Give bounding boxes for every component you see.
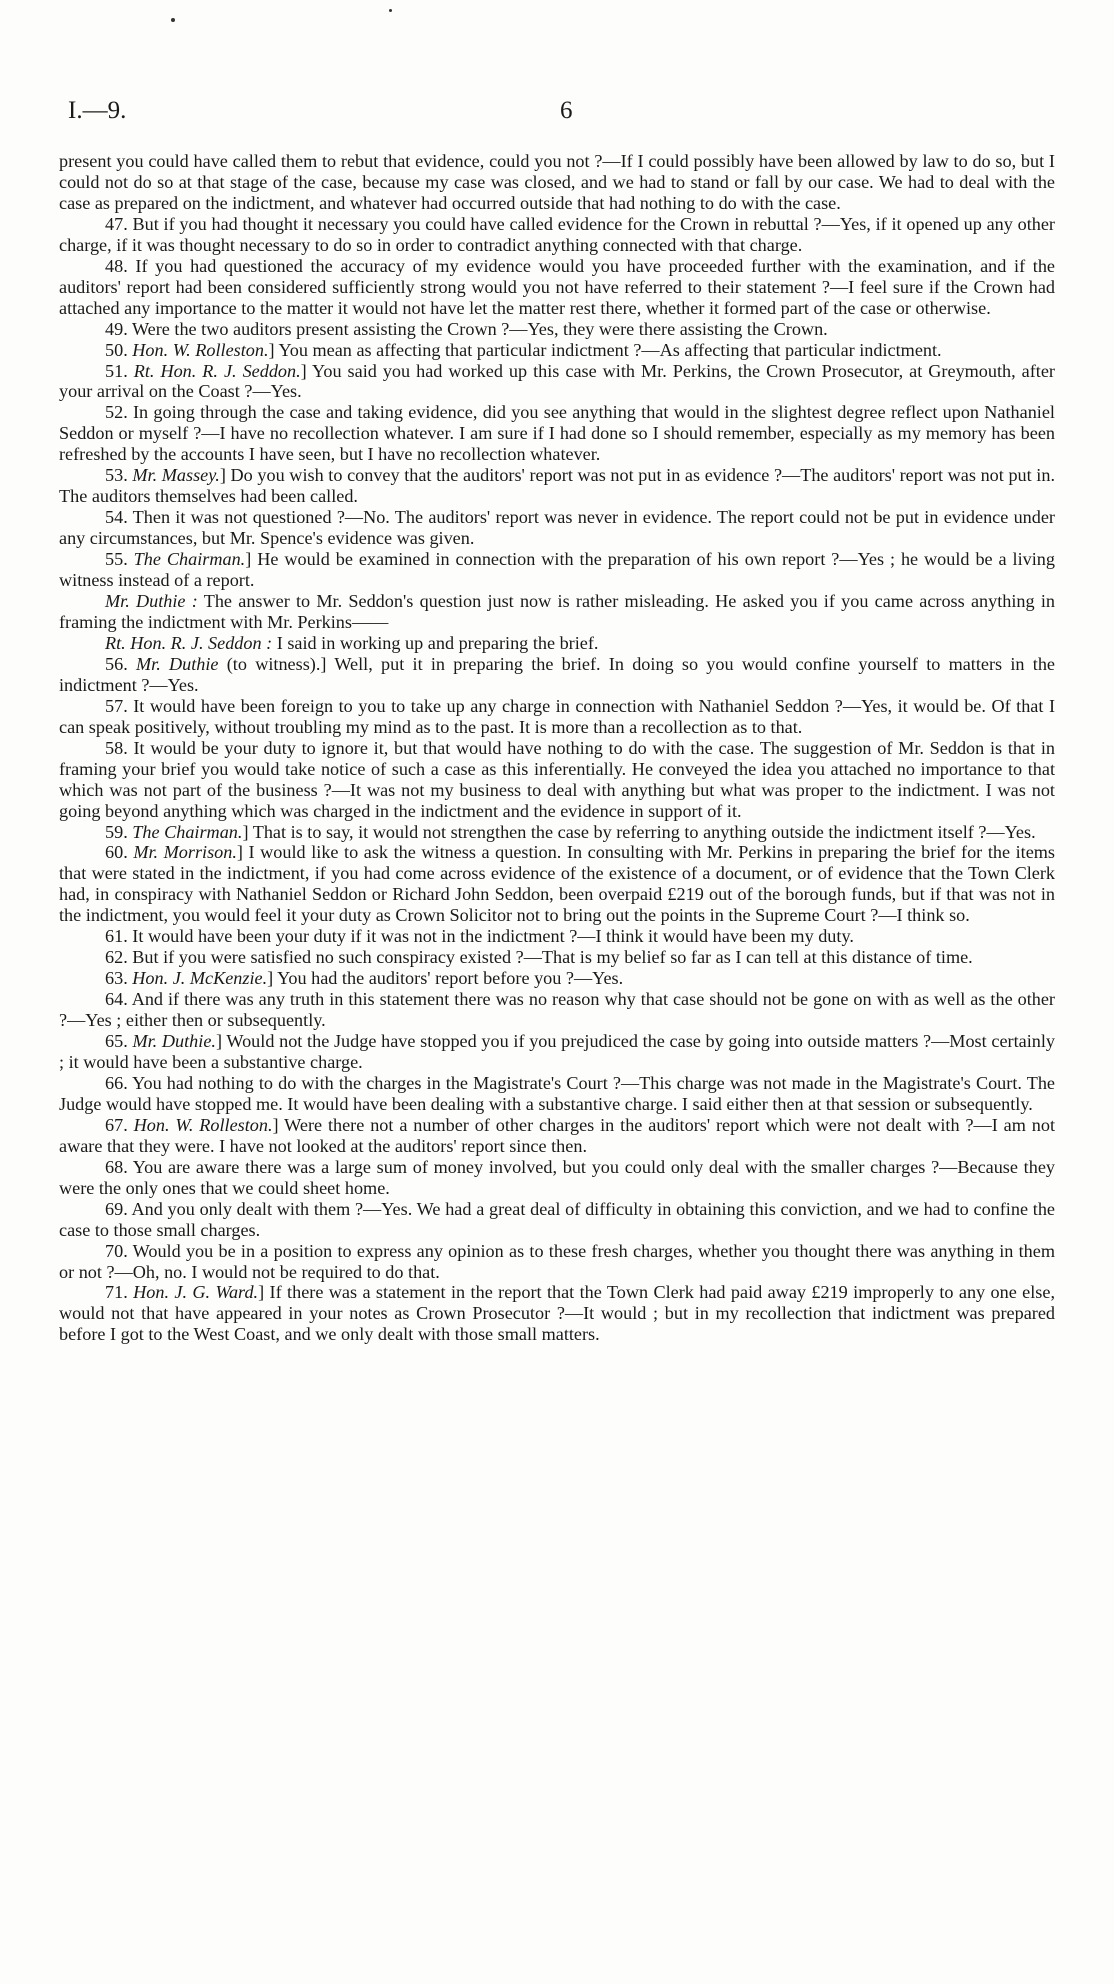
question-number: 53. bbox=[105, 465, 128, 486]
paragraph-52: 52. In going through the case and taking evidence, did you see anything that would in the slightest degree reflect upon Nathaniel Seddon or myself ?—I have no recollection whatever. I am sure if I had done so I should remember, especially as my memory has been refreshed by the accounts I have seen, but I have no recollection whatever. bbox=[59, 402, 1055, 465]
question-text: ] Were there not a number of other charges in the auditors' report which were not dealt with ?—I am not aware that they were. I have not looked at the auditors' report since then. bbox=[59, 1114, 1055, 1156]
paragraph-57: 57. It would have been foreign to you to take up any charge in connection with Nathaniel Seddon ?—Yes, it would be. Of that I can speak positively, without troubling my mind as to the past. It is more than a recollection as to that. bbox=[59, 695, 1055, 737]
speaker-name: Mr. Duthie bbox=[135, 653, 219, 674]
page-number: 6 bbox=[560, 97, 573, 124]
speaker-name: Hon. W. Rolleston. bbox=[132, 339, 269, 360]
paragraph-69: 69. And you only dealt with them ?—Yes. We had a great deal of difficulty in obtaining this conviction, and we had to confine the case to those small charges. bbox=[59, 1198, 1055, 1240]
question-number: 59. bbox=[105, 821, 128, 842]
speaker-name: Mr. Morrison. bbox=[133, 842, 237, 863]
question-number: 63. bbox=[105, 968, 128, 989]
speaker-name: The Chairman. bbox=[133, 549, 246, 570]
paragraph-70: 70. Would you be in a position to express any opinion as to these fresh charges, whether you thought there was anything in them or not ?—Oh, no. I would not be required to do that. bbox=[59, 1240, 1055, 1282]
speaker-name: Mr. Duthie : bbox=[105, 591, 198, 612]
question-text: (to witness).] Well, put it in preparing the brief. In doing so you would confine yourself to matters in the indictment ?—Yes. bbox=[59, 653, 1055, 695]
paragraph-60 bbox=[59, 842, 1055, 926]
question-number: 56. bbox=[105, 653, 128, 674]
question-text: ] He would be examined in connection with the preparation of his own report ?—Yes ; he would be a living witness instead of a report. bbox=[59, 549, 1055, 591]
question-number: 67. bbox=[105, 1114, 128, 1135]
remark-text: I said in working up and preparing the brief. bbox=[272, 632, 599, 653]
paragraph-62: 62. But if you were satisfied no such conspiracy existed ?—That is my belief so far as I can tell at this distance of time. bbox=[105, 947, 973, 968]
paragraph-duthie-remark bbox=[59, 591, 1055, 633]
paragraph-68: 68. You are aware there was a large sum of money involved, but you could only deal with the smaller charges ?—Because they were the only ones that we could sheet home. bbox=[59, 1156, 1055, 1198]
paragraph-seddon-remark bbox=[59, 633, 1055, 654]
paragraph-59 bbox=[59, 822, 1055, 843]
scan-speck bbox=[171, 18, 175, 22]
speaker-name: Rt. Hon. R. J. Seddon : bbox=[105, 632, 273, 653]
page-header bbox=[68, 97, 628, 127]
paragraph-50 bbox=[59, 340, 1055, 361]
question-text: ] If there was a statement in the report that the Town Clerk had paid away £219 improperly to any one else, would not that have appeared in your notes as Crown Prosecutor ?—It would ; but in my recollection that indictment was prepared before I got to the West Coast, and we only dealt with those small matters. bbox=[59, 1282, 1056, 1345]
paragraph-56 bbox=[59, 654, 1055, 696]
speaker-name: Mr. Duthie. bbox=[132, 1031, 216, 1052]
remark-text: The answer to Mr. Seddon's question just now is rather misleading. He asked you if you came across anything in framing the indictment with Mr. Perkins—— bbox=[59, 591, 1055, 632]
question-text: ] You mean as affecting that particular indictment ?—As affecting that particular indictment. bbox=[268, 339, 942, 360]
paragraph-63 bbox=[59, 968, 1055, 989]
question-text: ] You said you had worked up this case with Mr. Perkins, the Crown Prosecutor, at Greymouth, after your arrival on the Coast ?—Yes. bbox=[59, 360, 1055, 402]
speaker-name: Hon. J. McKenzie. bbox=[132, 968, 268, 989]
question-text: ] Would not the Judge have stopped you if you prejudiced the case by going into outside matters ?—Most certainly ; it would have been a substantive charge. bbox=[59, 1031, 1055, 1072]
paragraph-47: 47. But if you had thought it necessary you could have called evidence for the Crown in rebuttal ?—Yes, if it opened up any other charge, if it was thought necessary to do so in order to contradict anything connected with that charge. bbox=[59, 213, 1055, 255]
paragraph-66: 66. You had nothing to do with the charges in the Magistrate's Court ?—This charge was not made in the Magistrate's Court. The Judge would have stopped me. It would have been dealing with a substantive charge. I said either then at that session or subsequently. bbox=[59, 1072, 1055, 1114]
paragraph-61: 61. It would have been your duty if it was not in the indictment ?—I think it would have been my duty. bbox=[105, 926, 854, 947]
question-number: 55. bbox=[105, 549, 128, 570]
speaker-name: Mr. Massey. bbox=[132, 465, 220, 486]
scan-speck bbox=[389, 9, 392, 12]
speaker-name: Hon. J. G. Ward. bbox=[133, 1282, 259, 1303]
paragraph-53 bbox=[59, 465, 1055, 507]
question-number: 65. bbox=[105, 1031, 128, 1052]
paragraph-51 bbox=[59, 361, 1055, 403]
question-number: 71. bbox=[105, 1282, 128, 1303]
paragraph-58: 58. It would be your duty to ignore it, but that would have nothing to do with the case. The suggestion of Mr. Seddon is that in framing your brief you would take notice of such a case as this inferentially. He conveyed the idea you attached no importance to that which was not part of the business ?—It was not my business to deal with anything but what was proper to the indictment. I was not going beyond anything which was charged in the indictment and the evidence in support of it. bbox=[59, 737, 1055, 821]
question-text: ] Do you wish to convey that the auditors' report was not put in as evidence ?—The auditors' report was not put in. The auditors themselves had been called. bbox=[59, 465, 1055, 507]
speaker-name: Rt. Hon. R. J. Seddon. bbox=[133, 360, 301, 381]
paragraph-71 bbox=[59, 1282, 1055, 1345]
paper-reference: I.—9. bbox=[68, 97, 127, 124]
paragraph-49: 49. Were the two auditors present assisting the Crown ?—Yes, they were there assisting the Crown. bbox=[105, 318, 828, 339]
question-number: 50. bbox=[105, 339, 128, 360]
paragraph-67 bbox=[59, 1115, 1055, 1157]
paragraph-64: 64. And if there was any truth in this statement there was no reason why that case should not be gone on with as well as the other ?—Yes ; either then or subsequently. bbox=[59, 989, 1055, 1031]
question-text: ] You had the auditors' report before you ?—Yes. bbox=[267, 968, 624, 989]
paragraph-48: 48. If you had questioned the accuracy of my evidence would you have proceeded further with the examination, and if the auditors' report had been considered sufficiently strong would you not have referred to their statement ?—I feel sure if the Crown had attached any importance to the matter it would not have let the matter rest there, whether it formed part of the case or otherwise. bbox=[59, 255, 1055, 318]
paragraph-55 bbox=[59, 549, 1055, 591]
paragraph-54: 54. Then it was not questioned ?—No. The auditors' report was never in evidence. The report could not be put in evidence under any circumstances, but Mr. Spence's evidence was given. bbox=[59, 507, 1055, 549]
speaker-name: The Chairman. bbox=[132, 821, 243, 842]
question-text: ] That is to say, it would not strengthen the case by referring to anything outside the indictment itself ?—Yes. bbox=[242, 821, 1036, 842]
evidence-transcript bbox=[59, 151, 1055, 1345]
question-text: ] I would like to ask the witness a question. In consulting with Mr. Perkins in preparing the brief for the items that were stated in the indictment, if you had come across evidence of the existence of a document, or of evidence that the Town Clerk had, in conspiracy with Nathaniel Seddon or Richard John Seddon, been overpaid £219 out of the borough funds, but if that was not in the indictment, you would feel it your duty as Crown Solicitor not to bring out the points in the Supreme Court ?—I think so. bbox=[59, 842, 1056, 926]
question-number: 51. bbox=[105, 360, 128, 381]
paragraph-65 bbox=[59, 1031, 1055, 1073]
speaker-name: Hon. W. Rolleston. bbox=[133, 1114, 273, 1135]
paragraph-continued: present you could have called them to rebut that evidence, could you not ?—If I could possibly have been allowed by law to do so, but I could not do so at that stage of the case, because my case was closed, and we had to stand or fall by our case. We had to deal with the case as prepared on the indictment, and whatever had occurred outside that had nothing to do with the case. bbox=[59, 151, 1055, 213]
question-number: 60. bbox=[105, 842, 128, 863]
